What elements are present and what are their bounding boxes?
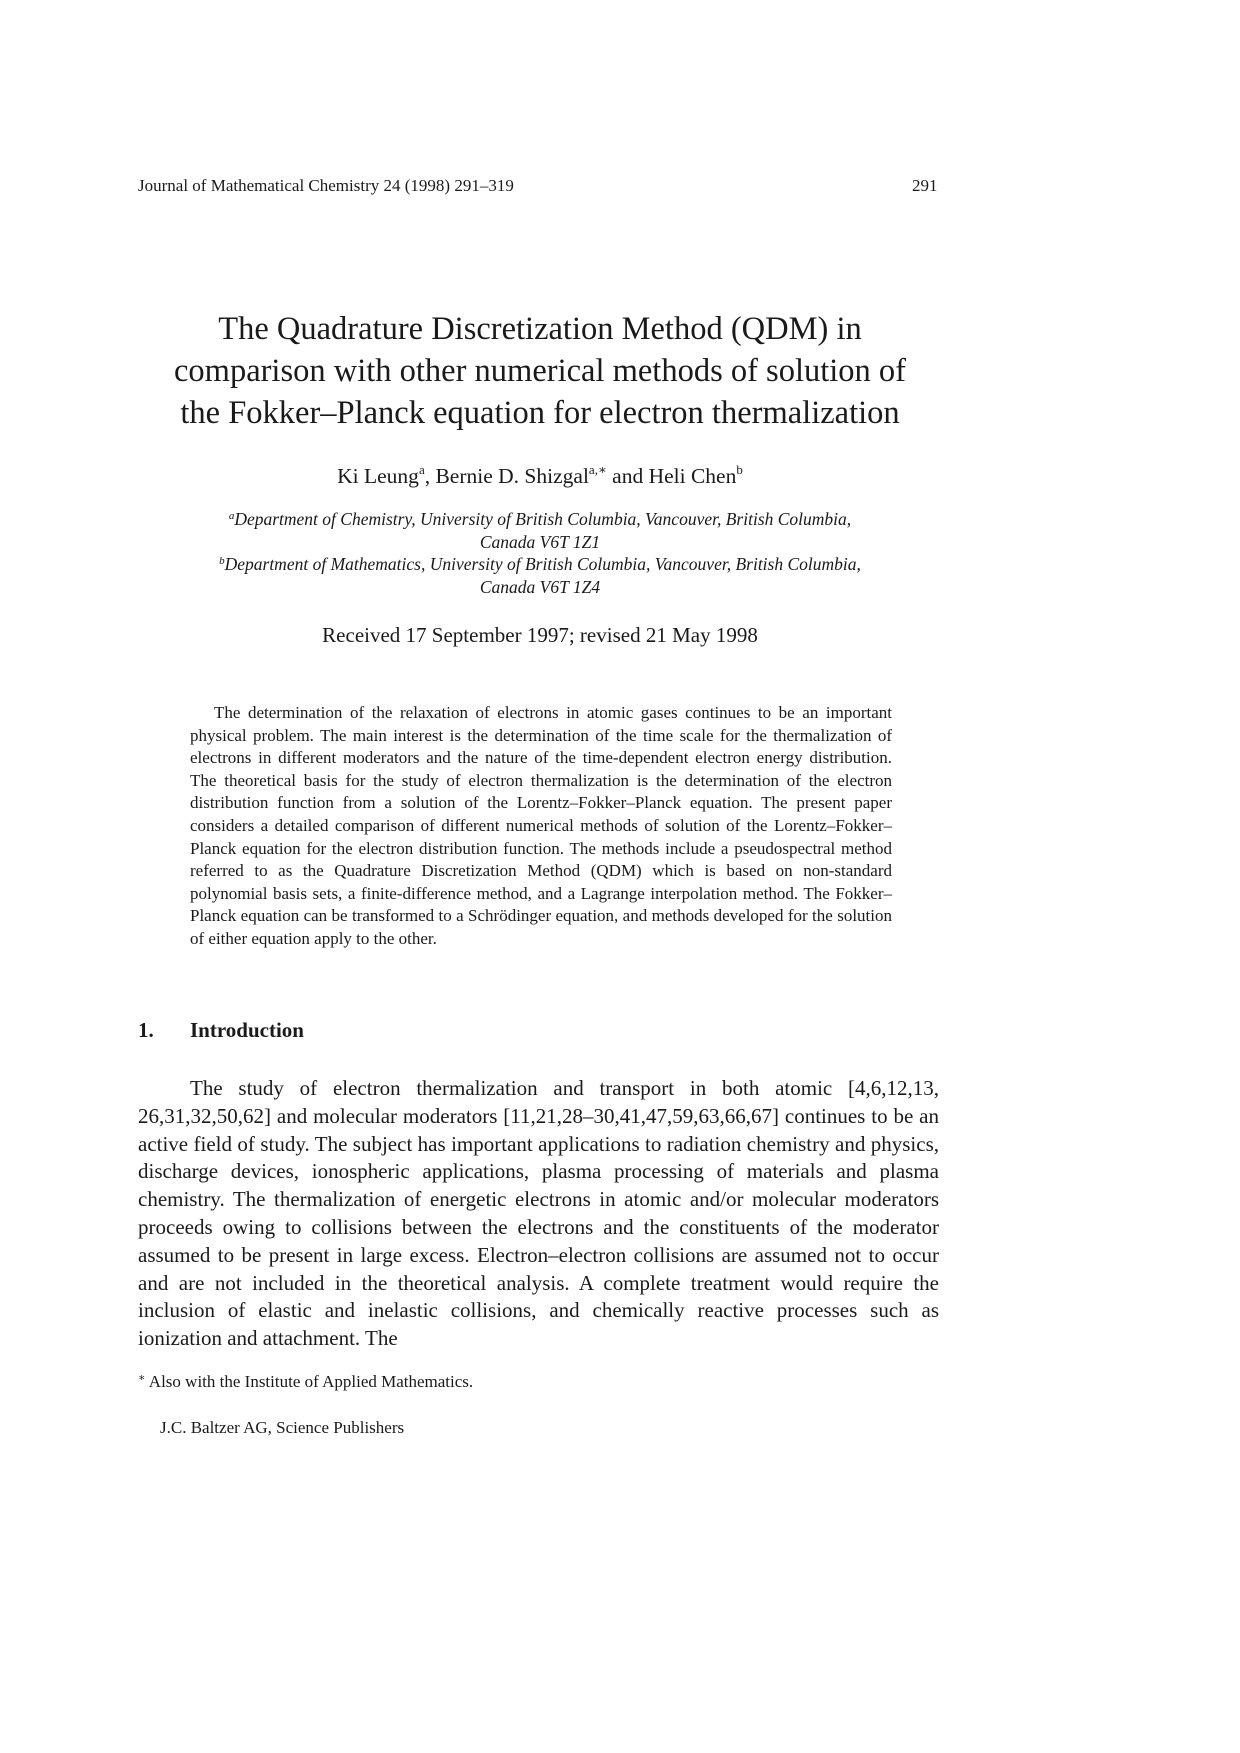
paper-title [140,308,940,434]
affiliations [140,508,940,598]
author-separator: and [606,464,649,488]
footnote-text: Also with the Institute of Applied Mathematics. [148,1372,474,1391]
received-dates: Received 17 September 1997; revised 21 May 1998 [322,623,758,647]
affiliation-marker: b [219,555,225,567]
publisher-line: J.C. Baltzer AG, Science Publishers [160,1418,405,1437]
section-heading [138,1018,304,1043]
author-name: Ki Leung [337,464,419,488]
author-affil-marker: b [736,462,743,477]
title-line: the Fokker–Planck equation for electron thermalization [180,395,900,431]
section-title: Introduction [190,1018,304,1042]
abstract: The determination of the relaxation of electrons in atomic gases continues to be an important physical problem. The main interest is the determination of the time scale for the thermalization of electrons in different moderators and the nature of the time-dependent electron energy distribution. The theoretical basis for the study of electron thermalization is the determination of the electron distribution function from a solution of the Lorentz–Fokker–Planck equation. The present paper considers a detailed comparison of different numerical methods of solution of the Lorentz–Fokker–Planck equation for the electron distribution function. The methods include a pseudospectral method referred to as the Quadrature Discretization Method (QDM) which is based on non-standard polynomial basis sets, a finite-difference method, and a Lagrange interpolation method. The Fokker–Planck equation can be transformed to a Schrödinger equation, and methods developed for the solution of either equation apply to the other. [190,703,892,948]
author-list [140,464,940,489]
page-number: 291 [912,176,938,195]
affiliation-b-line2: Canada V6T 1Z4 [479,576,601,597]
author-name: Bernie D. Shizgal [435,464,589,488]
journal-header: Journal of Mathematical Chemistry 24 (1998) 291–319 [138,176,514,195]
affiliation-a-line1: $^a$Department of Chemistry, University of British Columbia, Vancouver, British Columbia, [228,509,852,529]
author-separator: , [424,464,436,488]
author-name: Heli Chen [648,464,737,488]
author-affil-marker: a,∗ [588,462,607,477]
title-line: The Quadrature Discretization Method (QDM) in [218,311,862,347]
footnote [138,1372,473,1392]
affiliation-marker: a [228,510,235,522]
introduction-paragraph: The study of electron thermalization and transport in both atomic [4,6,12,13, 26,31,32,50,62] and molecular moderators [11,21,28–30,41,47,59,63,66,67] continues to be an active field of study. The subject has important applications to radiation chemistry and physics, discharge devices, ionospheric applications, plasma processing of materials and plasma chemistry. The thermalization of energetic electrons in atomic and/or molecular moderators proceeds owing to collisions between the electrons and the constituents of the moderator assumed to be present in large excess. Electron–electron collisions are assumed not to occur and are not included in the theoretical analysis. A complete treatment would require the inclusion of elastic and inelastic collisions, and chemically reactive processes such as ionization and attachment. The [138,1076,939,1351]
author-affil-marker: a [418,462,425,477]
affiliation-b-line1: $^b$Department of Mathematics, University of British Columbia, Vancouver, British Columbia, [219,554,861,574]
title-line: comparison with other numerical methods of solution of [173,353,906,389]
section-number: 1. [138,1018,154,1042]
affiliation-a-line2: Canada V6T 1Z1 [479,531,601,552]
footnote-marker: ∗ [138,1372,146,1384]
